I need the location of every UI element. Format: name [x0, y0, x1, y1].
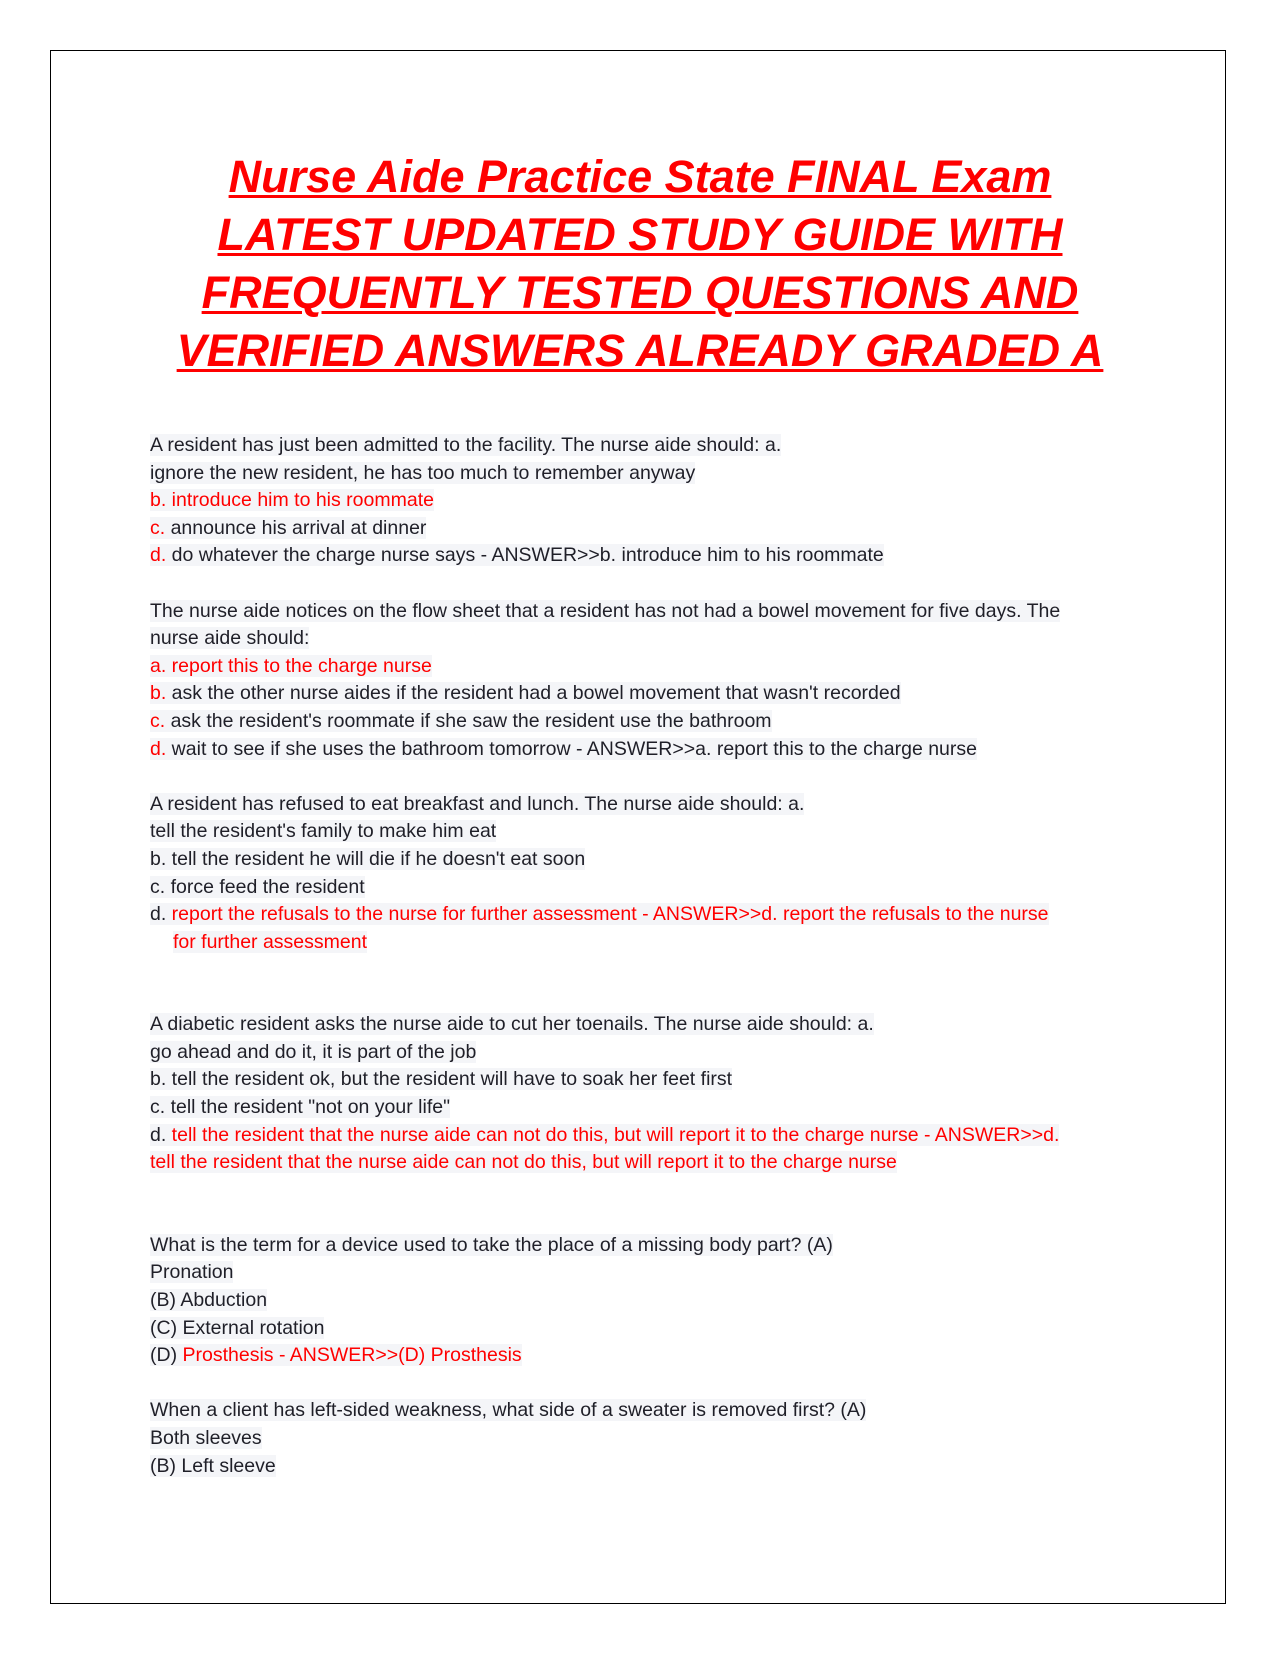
option-a: tell the resident's family to make him eat [150, 820, 497, 843]
option-b-letter: b. [150, 682, 167, 705]
option-a: Pronation [150, 1261, 234, 1284]
option-a: ignore the new resident, he has too much to remember anyway [150, 461, 696, 484]
question-stem: A resident has just been admitted to the facility. The nurse aide should: a. [150, 434, 782, 456]
option-c: announce his arrival at dinner [165, 516, 427, 539]
option-c: (C) External rotation [150, 1316, 325, 1339]
option-b: b. tell the resident ok, but the resident will have to soak her feet first [150, 1068, 733, 1091]
question-2 [150, 598, 1150, 764]
option-b-letter: b. [150, 489, 167, 512]
question-stem-line-2: nurse aide should: [150, 627, 310, 650]
title-line-2: LATEST UPDATED STUDY GUIDE WITH [217, 209, 1063, 260]
question-stem-line-1: The nurse aide notices on the flow sheet that a resident has not had a bowel movement for five days. The [150, 599, 1061, 622]
option-c: c. tell the resident "not on your life" [150, 1096, 451, 1119]
option-d-continuation: tell the resident that the nurse aide can not do this, but will report it to the charge nurse [150, 1151, 897, 1174]
option-a-letter: a. [150, 654, 167, 677]
option-a: Both sleeves [150, 1427, 262, 1449]
option-d-letter: (D) [150, 1344, 183, 1367]
option-d-with-answer: wait to see if she uses the bathroom tomorrow - ANSWER>>a. report this to the charge nurse [166, 737, 977, 760]
question-stem: What is the term for a device used to take the place of a missing body part? (A) [150, 1233, 833, 1256]
option-c: c. force feed the resident [150, 875, 365, 898]
title-line-4: VERIFIED ANSWERS ALREADY GRADED A [176, 325, 1104, 376]
option-d-with-answer: do whatever the charge nurse says - ANSWER>>b. introduce him to his roommate [166, 544, 884, 567]
question-stem: A resident has refused to eat breakfast and lunch. The nurse aide should: a. [150, 792, 805, 815]
option-c-letter: c. [150, 709, 166, 732]
title-line-1: Nurse Aide Practice State FINAL Exam [228, 151, 1052, 202]
option-d-letter: d. [150, 737, 167, 760]
option-d-with-answer: report the refusals to the nurse for further assessment - ANSWER>>d. report the refusals to the nurse [166, 903, 1049, 926]
option-d-with-answer: tell the resident that the nurse aide can not do this, but will report it to the charge nurse - ANSWER>>d. [166, 1123, 1060, 1146]
title-line-3: FREQUENTLY TESTED QUESTIONS AND [201, 267, 1079, 318]
option-c: ask the resident's roommate if she saw the resident use the bathroom [165, 709, 772, 732]
option-d-with-answer: Prosthesis - ANSWER>>(D) Prosthesis [182, 1344, 522, 1367]
question-1 [150, 432, 1150, 570]
option-a: report this to the charge nurse [166, 654, 432, 677]
document-body [150, 432, 1150, 1480]
option-b: (B) Abduction [150, 1289, 268, 1312]
option-b: b. tell the resident he will die if he doesn't eat soon [150, 847, 586, 870]
question-stem: A diabetic resident asks the nurse aide to cut her toenails. The nurse aide should: a. [150, 1013, 874, 1036]
question-6 [150, 1397, 1150, 1480]
option-b: ask the other nurse aides if the resident had a bowel movement that wasn't recorded [166, 682, 901, 705]
option-d-letter: d. [150, 1123, 167, 1146]
option-b: (B) Left sleeve [150, 1454, 276, 1477]
question-stem: When a client has left-sided weakness, what side of a sweater is removed first? (A) [150, 1399, 867, 1422]
option-b: introduce him to his roommate [166, 489, 434, 512]
option-d-letter: d. [150, 903, 167, 926]
option-d-letter: d. [150, 544, 167, 567]
question-4 [150, 1011, 1150, 1177]
question-5 [150, 1232, 1150, 1370]
option-c-letter: c. [150, 516, 166, 539]
option-d-continuation: for further assessment [173, 930, 367, 953]
question-3 [150, 791, 1150, 957]
option-a: go ahead and do it, it is part of the job [150, 1040, 477, 1063]
document-title [100, 148, 1180, 380]
